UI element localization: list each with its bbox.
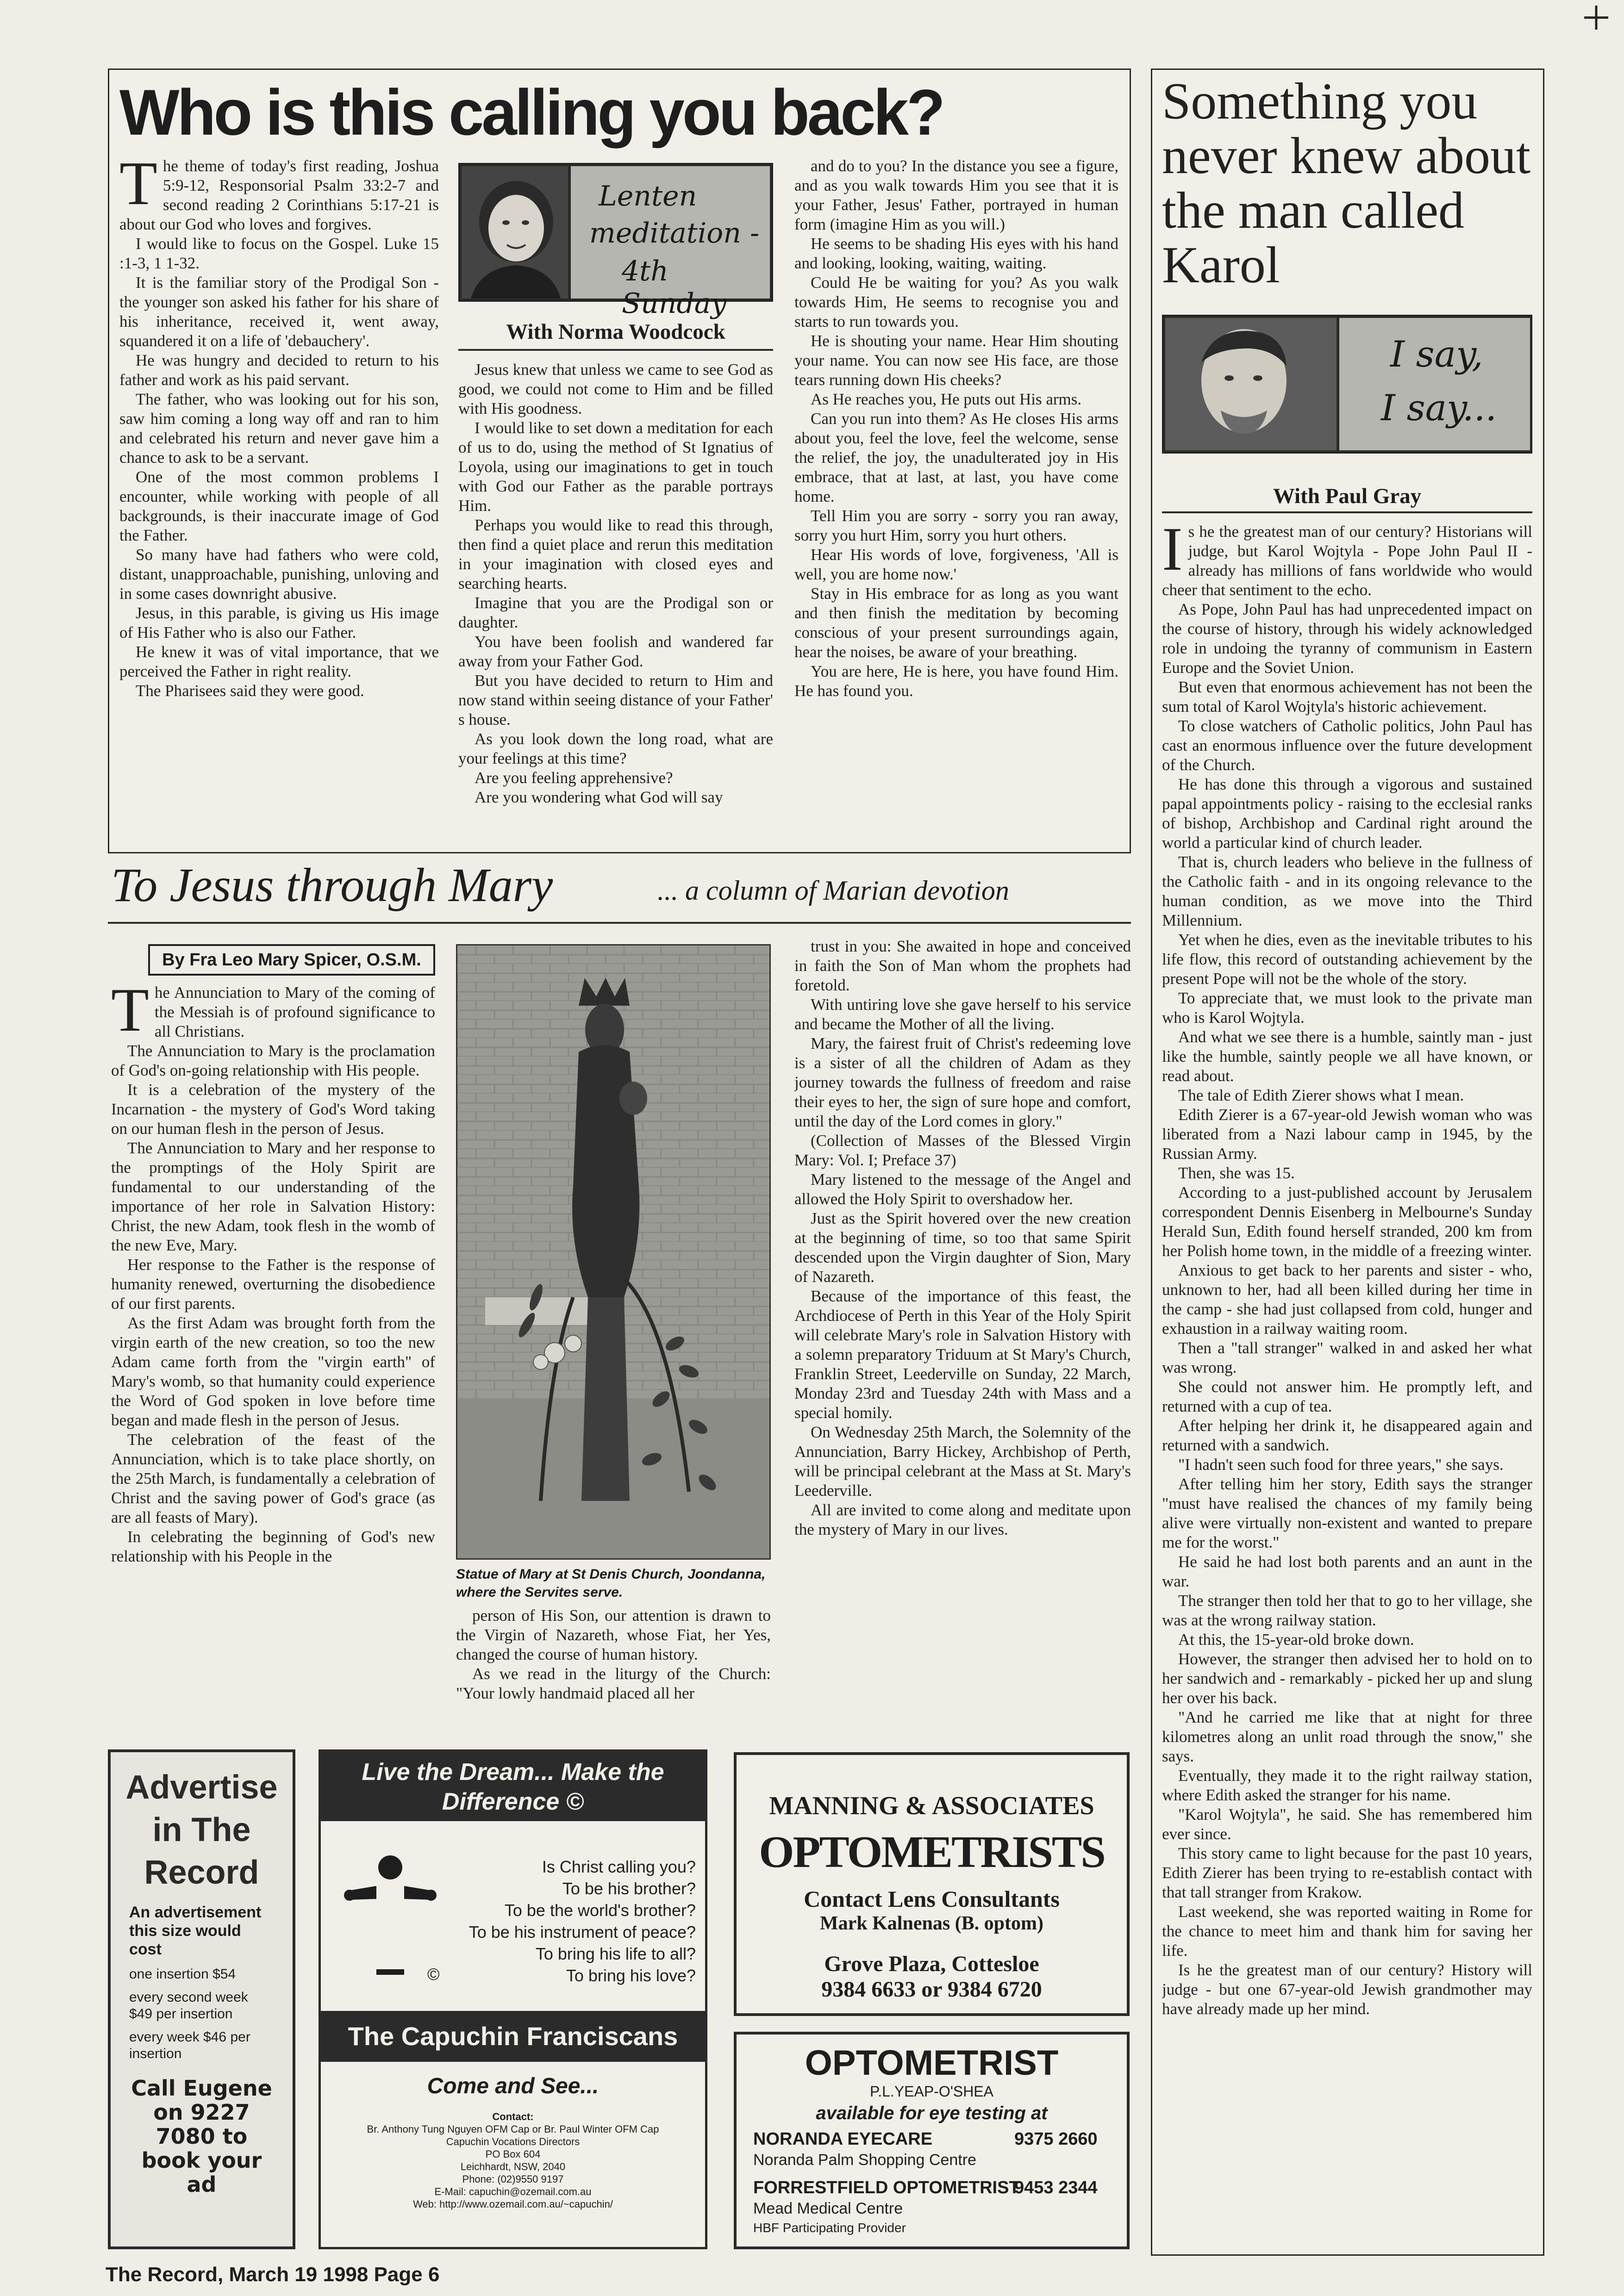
- capuchin-band-text: The Capuchin Franciscans: [348, 2022, 678, 2051]
- paragraph: Then a "tall stranger" walked in and asked her what was wrong.: [1162, 1339, 1532, 1376]
- paragraph: He was hungry and decided to return to his father and work as his paid servant.: [119, 351, 439, 389]
- web-link[interactable]: Web: http://www.ozemail.com.au/~capuchin/: [413, 2198, 613, 2210]
- paragraph: (Collection of Masses of the Blessed Virgin Mary: Vol. I; Preface 37): [794, 1132, 1131, 1169]
- paragraph: As we read in the liturgy of the Church: "Your lowly handmaid placed all her: [456, 1665, 771, 1702]
- ad-record-price-3: every week $46 per insertion: [129, 2029, 250, 2061]
- paragraph: As Pope, John Paul has had unprecedented impact on the course of history, through his widely acknowledged role in undoing the tyranny of communism in Eastern Europe and the Soviet Union.: [1162, 600, 1532, 677]
- paragraph: Last weekend, she was reported waiting in Rome for the chance to meet him and thank him for saving her life.: [1162, 1903, 1532, 1960]
- meditation-col-2: [458, 360, 773, 837]
- banner-line-3: 4th Sunday: [622, 255, 727, 320]
- paragraph: According to a just-published account by Jerusalem correspondent Dennis Eisenberg in Melbourne's Sunday Herald Sun, Edith found herself stranded, 200 km from her Polish home town, in the middle of a freezing winter.: [1162, 1183, 1532, 1260]
- paragraph: You have been foolish and wandered far away from your Father God.: [458, 633, 773, 670]
- address-line-2: Leichhardt, NSW, 2040: [460, 2161, 566, 2172]
- question-line: To be his instrument of peace?: [468, 1923, 696, 1941]
- meditation-col-3: [794, 156, 1118, 837]
- capuchin-come: Come and See...: [427, 2074, 599, 2098]
- portrait-man-icon: [1165, 318, 1337, 450]
- mary-col-3: [794, 937, 1131, 1726]
- karol-headline: Something you never knew about the man called Karol: [1162, 73, 1531, 294]
- paragraph: Jesus, in this parable, is giving us His image of His Father who is also our Father.: [119, 604, 439, 641]
- question-line: To bring his love?: [566, 1966, 696, 1985]
- capuchin-header-band: [321, 1752, 705, 1821]
- byline-rule: [1162, 511, 1532, 513]
- statue-of-mary-photo: [456, 944, 771, 1560]
- question-line: To be the world's brother?: [504, 1901, 696, 1920]
- meditation-col-1: [119, 156, 439, 837]
- optometrist-title: OPTOMETRIST: [805, 2043, 1059, 2083]
- paragraph: Imagine that you are the Prodigal son or daughter.: [458, 594, 773, 631]
- paragraph: "Karol Wojtyla", he said. She has remembered him ever since.: [1162, 1805, 1532, 1843]
- paragraph: Just as the Spirit hovered over the new creation at the beginning of time, so too that same Spirit descended upon the Virgin daughter of Sion, Mary of Nazareth.: [794, 1209, 1131, 1286]
- paragraph: Hear His words of love, forgiveness, 'All is well, you are home now.': [794, 546, 1118, 583]
- question-line: Is Christ calling you?: [542, 1857, 696, 1876]
- lenten-banner: [571, 166, 770, 320]
- karol-body-text: [1162, 522, 1532, 2019]
- manning-name: MANNING & ASSOCIATES: [769, 1792, 1094, 1820]
- loc1-phone: 9375 2660: [1014, 2129, 1098, 2149]
- paragraph: The Pharisees said they were good.: [119, 682, 364, 700]
- paragraph: All are invited to come along and meditate upon the mystery of Mary in our lives.: [794, 1501, 1131, 1538]
- paragraph: The stranger then told her that to go to her village, she was at the wrong railway station.: [1162, 1592, 1532, 1629]
- paragraph: In celebrating the beginning of God's new relationship with his People in the: [111, 1528, 435, 1565]
- paragraph: he Annunciation to Mary of the coming of the Messiah is of profound significance to all Christians.: [154, 983, 435, 1040]
- mary-byline: By Fra Leo Mary Spicer, O.S.M.: [162, 950, 421, 970]
- karol-body: [1162, 522, 1532, 2244]
- loc1-sub: Noranda Palm Shopping Centre: [753, 2151, 976, 2169]
- paragraph: Anxious to get back to her parents and sister - who, unknown to her, had all been killed during her time in the camp - she had just collapsed from cold, hunger and exhaustion in a railway waiting room.: [1162, 1261, 1532, 1338]
- optometrist-availability: available for eye testing at: [816, 2103, 1048, 2123]
- copyright-mark: ©: [427, 1965, 440, 1984]
- paragraph: However, the stranger then advised her to hold on to her sandwich and - remarkably - picked her up and slung her over his back.: [1162, 1650, 1532, 1707]
- paragraph: Edith Zierer is a 67-year-old Jewish woman who was liberated from a Nazi labour camp in 1945, by the Russian Army.: [1162, 1106, 1532, 1163]
- paragraph: Are you feeling apprehensive?: [458, 769, 673, 787]
- paragraph: And what we see there is a humble, saintly man - just like the humble, saintly people we all have known, or read about.: [1162, 1028, 1532, 1085]
- paragraph: After helping her drink it, he disappeared again and returned with a sandwich.: [1162, 1417, 1532, 1454]
- loc2-name: FORRESTFIELD OPTOMETRIST: [753, 2178, 1020, 2197]
- friar-icon: [344, 1849, 437, 1979]
- optometrist-person: P.L.YEAP-O'SHEA: [870, 2083, 993, 2100]
- paragraph: He said he had lost both parents and an aunt in the war.: [1162, 1553, 1532, 1590]
- paragraph: Because of the importance of this feast, the Archdiocese of Perth in this Year of the Holy Spirit will celebrate Mary's role in Salvation History with a solemn preparatory Triduum at St Mary's Church, Franklin Street, Leederville on Sunday, 22 March, Monday 23rd and Tuesday 24th with Mass and a special homily.: [794, 1287, 1131, 1422]
- capuchin-contact: [330, 2110, 696, 2210]
- page-footer: The Record, March 19 1998 Page 6: [106, 2263, 440, 2286]
- manning-person: Mark Kalnenas (B. optom): [820, 1913, 1043, 1934]
- paragraph: person of His Son, our attention is drawn to the Virgin of Nazareth, whose Fiat, her Yes, changed the course of human history.: [456, 1606, 771, 1663]
- meditation-byline: With Norma Woodcock: [506, 320, 725, 344]
- ad-record-title: Advertise in The Record: [125, 1769, 278, 1891]
- mary-subhead: ... a column of Marian devotion: [657, 875, 1009, 906]
- byline-rule: [458, 349, 773, 351]
- paragraph: That is, church leaders who believe in the fullness of the Catholic faith - and in its ongoing relevance to the human condition, as we move into the Third Millennium.: [1162, 853, 1532, 929]
- paragraph: She could not answer him. He promptly left, and returned with a cup of tea.: [1162, 1378, 1532, 1415]
- paragraph: Can you run into them? As He closes His arms about you, feel the love, feel the welcome, sense the relief, the joy, the unadulterated joy in His embrace, that at last, at last, you have come home.: [794, 410, 1118, 505]
- paragraph: Mary listened to the message of the Angel and allowed the Holy Spirit to overshadow her.: [794, 1170, 1131, 1208]
- paul-gray-photo: [1165, 318, 1337, 450]
- paragraph: s he the greatest man of our century? Historians will judge, but Karol Wojtyla - Pope John Paul II - already has millions of fans worldwide who would cheer that sentiment to the echo.: [1162, 523, 1532, 599]
- ad-record-price-2: every second week $49 per insertion: [129, 1990, 248, 2022]
- loc2-phone: 9453 2344: [1014, 2178, 1098, 2197]
- paragraph: Then, she was 15.: [1162, 1164, 1295, 1182]
- paragraph: Stay in His embrace for as long as you want and then finish the meditation by becoming conscious of your present surroundings again, hear the noises, be aware of your breathing.: [794, 585, 1118, 661]
- paragraph: He knew it was of vital importance, that we perceived the Father in right reality.: [119, 643, 439, 680]
- paragraph: "I hadn't seen such food for three years," she says.: [1162, 1456, 1504, 1474]
- mary-headline: To Jesus through Mary: [111, 859, 553, 912]
- paragraph: To appreciate that, we must look to the private man who is Karol Wojtyla.: [1162, 989, 1532, 1027]
- paragraph: Could He be waiting for you? As you walk towards Him, He seems to recognise you and starts to run towards you.: [794, 274, 1118, 330]
- paragraph: With untiring love she gave herself to his service and became the Mother of all the living.: [794, 996, 1131, 1033]
- banner-line-2: meditation -: [589, 217, 760, 249]
- question-line: To be his brother?: [562, 1879, 696, 1898]
- registration-mark-icon: [1582, 4, 1610, 31]
- paragraph: he theme of today's first reading, Joshua 5:9-12, Responsorial Psalm 33:2-7 and second reading 2 Corinthians 5:17-21 is about our God who loves and forgives.: [119, 157, 439, 233]
- paragraph: To close watchers of Catholic politics, John Paul has cast an enormous influence over the future development of the Church.: [1162, 717, 1532, 774]
- paragraph: After telling him her story, Edith says the stranger "must have realised the chances of my family being alive were virtually non-existent and wanted to prepare me for the worst.": [1162, 1475, 1532, 1551]
- paragraph: As He reaches you, He puts out His arms.: [794, 390, 1082, 408]
- paragraph: You are here, He is here, you have found Him. He has found you.: [794, 662, 1118, 700]
- ad-optometrist: [734, 2032, 1130, 2249]
- paragraph: The Annunciation to Mary and her response to the promptings of the Holy Spirit are fundamental to our understanding of the importance of her role in Salvation History: Christ, the new Adam, took flesh in the womb of the new Eve, Mary.: [111, 1139, 435, 1254]
- manning-contact: Contact Lens Consultants: [804, 1886, 1060, 1912]
- paragraph: As the first Adam was brought forth from the virgin earth of the new creation, so too the new Adam came forth from the "virgin earth" of Mary's womb, so that humanity could experience the Word of God spoken in love before time began and made flesh in the person of Jesus.: [111, 1314, 435, 1429]
- paragraph: The celebration of the feast of the Annunciation, which is to take place shortly, on the 25th March, is fundamentally a celebration of Christ and the saving power of God's grace (as are all feasts of Mary).: [111, 1431, 435, 1526]
- portrait-woman-icon: [462, 166, 568, 299]
- loc1-name: NORANDA EYECARE: [753, 2129, 933, 2149]
- meditation-banner: [458, 163, 773, 320]
- ad-record-call: Call Eugene on 9227 7080 to book your ad: [131, 2076, 272, 2197]
- statue-icon: [457, 946, 771, 1560]
- manning-phones: 9384 6633 or 9384 6720: [821, 1977, 1042, 2002]
- contact-role: Capuchin Vocations Directors: [446, 2136, 580, 2147]
- contact-label: Contact:: [492, 2111, 534, 2122]
- loc2-sub: Mead Medical Centre: [753, 2200, 903, 2217]
- ad-capuchin: [319, 1749, 707, 2249]
- email-link[interactable]: E-Mail: capuchin@ozemail.com.au: [434, 2186, 592, 2197]
- provider-note: HBF Participating Provider: [753, 2221, 906, 2235]
- ad-advertise-record: [108, 1749, 295, 2249]
- banner-line-1: I say,: [1390, 334, 1483, 375]
- capuchin-band: [321, 2011, 705, 2062]
- mary-byline-box: [148, 944, 435, 976]
- paragraph: So many have had fathers who were cold, distant, unapproachable, punishing, unloving and in some cases downright abusive.: [119, 546, 439, 603]
- ad-manning-optometrists: [734, 1752, 1130, 2016]
- paragraph: Is he the greatest man of our century? History will judge - but one 67-year-old Jewish grandmother may have already made up her mind.: [1162, 1961, 1532, 2018]
- paragraph: But you have decided to return to Him and now stand within seeing distance of your Father' s house.: [458, 672, 773, 728]
- ad-record-price-1: one insertion $54: [129, 1966, 236, 1982]
- dropcap: I: [1162, 522, 1183, 583]
- paragraph: It is a celebration of the mystery of the Incarnation - the mystery of God's Word taking on our human flesh in the person of Jesus.: [111, 1081, 435, 1138]
- meditation-col-1-text: [119, 156, 439, 701]
- paragraph: The Annunciation to Mary is the proclamation of God's on-going relationship with His people.: [111, 1042, 435, 1079]
- paragraph: It is the familiar story of the Prodigal Son - the younger son asked his father for his share of his inheritance, received it, went away, squandered it on a life of 'debauchery'.: [119, 274, 439, 350]
- mary-rule: [108, 922, 1131, 924]
- paragraph: But even that enormous achievement has not been the sum total of Karol Wojtyla's historic achievement.: [1162, 678, 1532, 716]
- mary-col-1-text: [111, 983, 435, 1566]
- karol-byline: With Paul Gray: [1273, 484, 1422, 508]
- paragraph: He is shouting your name. Hear Him shouting your name. You can now see His face, are those tears running down His cheeks?: [794, 332, 1118, 389]
- manning-title: OPTOMETRISTS: [759, 1827, 1105, 1877]
- address-line-1: PO Box 604: [485, 2148, 541, 2160]
- paragraph: Perhaps you would like to read this through, then find a quiet place and rerun this meditation in your imagination with closed eyes and searching hearts.: [458, 516, 773, 592]
- paragraph: Eventually, they made it to the right railway station, where Edith asked the stranger for his name.: [1162, 1767, 1532, 1804]
- paragraph: The tale of Edith Zierer shows what I mean.: [1162, 1086, 1464, 1104]
- paragraph: Jesus knew that unless we came to see God as good, we could not come to Him and be filled with His goodness.: [458, 361, 773, 417]
- manning-location: Grove Plaza, Cottesloe: [824, 1952, 1039, 1976]
- i-say-banner: [1339, 318, 1530, 450]
- paragraph: At this, the 15-year-old broke down.: [1162, 1630, 1414, 1649]
- paragraph: Mary, the fairest fruit of Christ's redeeming love is a sister of all the children of Adam as they journey towards the fullness of freedom and raise their eyes to her, the sign of sure hope and comfort, until the day of the Lord comes in glory.": [794, 1034, 1131, 1130]
- paragraph: The father, who was looking out for his son, saw him coming a long way off and ran to him and celebrated his return and never gave him a chance to ask to be a servant.: [119, 390, 439, 467]
- paragraph: "And he carried me like that at night for three kilometres along an unlit road through the snow," she says.: [1162, 1708, 1532, 1765]
- ad-record-size-note: An advertisement this size would cost: [129, 1904, 262, 1958]
- karol-banner: [1162, 315, 1532, 454]
- paragraph: This story came to light because for the past 10 years, Edith Zierer has been trying to re-establish contact with that tall stranger from Krakow.: [1162, 1844, 1532, 1901]
- paragraph: trust in you: She awaited in hope and conceived in faith the Son of Man whom the prophets had foretold.: [794, 937, 1131, 994]
- dropcap: T: [119, 156, 157, 218]
- contact-names: Br. Anthony Tung Nguyen OFM Cap or Br. Paul Winter OFM Cap: [367, 2123, 659, 2135]
- mary-col-2: [456, 1606, 771, 1726]
- question-line: To bring his life to all?: [535, 1944, 696, 1963]
- dropcap: T: [111, 983, 149, 1044]
- meditation-headline: Who is this calling you back?: [119, 76, 943, 149]
- paragraph: Are you wondering what God will say: [458, 788, 723, 806]
- norma-woodcock-photo: [462, 166, 568, 299]
- paragraph: As you look down the long road, what are your feelings at this time?: [458, 730, 773, 767]
- paragraph: Tell Him you are sorry - sorry you ran away, sorry you hurt Him, sorry you hurt others.: [794, 507, 1118, 544]
- paragraph: I would like to focus on the Gospel. Luke 15 :1-3, 1 1-32.: [119, 235, 439, 272]
- paragraph: Yet when he dies, even as the inevitable tributes to his life flow, this record of outstanding achievement by the present Pope will not be the whole of the story.: [1162, 931, 1532, 988]
- mary-col-1: [111, 983, 435, 1724]
- paragraph: He has done this through a vigorous and sustained papal appointments policy - raising to the ecclesial ranks of bishop, Archbishop and Cardinal right around the world a particular kind of church leader.: [1162, 775, 1532, 852]
- capuchin-questions: [427, 1856, 696, 1986]
- banner-line-1: Lenten: [599, 180, 697, 212]
- paragraph: One of the most common problems I encounter, while working with people of all backgrounds, is their inaccurate image of God the Father.: [119, 468, 439, 544]
- phone: Phone: (02)9550 9197: [462, 2173, 564, 2185]
- banner-line-2: I say...: [1381, 387, 1497, 429]
- paragraph: and do to you? In the distance you see a figure, and as you walk towards Him you see that it is your Father, Jesus' Father, portrayed in human form (imagine Him as you will.): [794, 157, 1118, 233]
- mary-photo-caption: Statue of Mary at St Denis Church, Joondanna, where the Servites serve.: [456, 1567, 766, 1600]
- capuchin-header: Live the Dream... Make the Difference ©: [362, 1759, 664, 1815]
- paragraph: Her response to the Father is the response of humanity renewed, overturning the disobedience of our first parents.: [111, 1256, 435, 1313]
- paragraph: I would like to set down a meditation for each of us to do, using the method of St Ignatius of Loyola, using our imaginations to get in touch with God our Father as the parable portrays Him.: [458, 419, 773, 515]
- paragraph: He seems to be shading His eyes with his hand and looking, looking, waiting, waiting.: [794, 235, 1118, 272]
- paragraph: On Wednesday 25th March, the Solemnity of the Annunciation, Barry Hickey, Archbishop of Perth, will be principal celebrant at the Mass at St. Mary's Leederville.: [794, 1423, 1131, 1500]
